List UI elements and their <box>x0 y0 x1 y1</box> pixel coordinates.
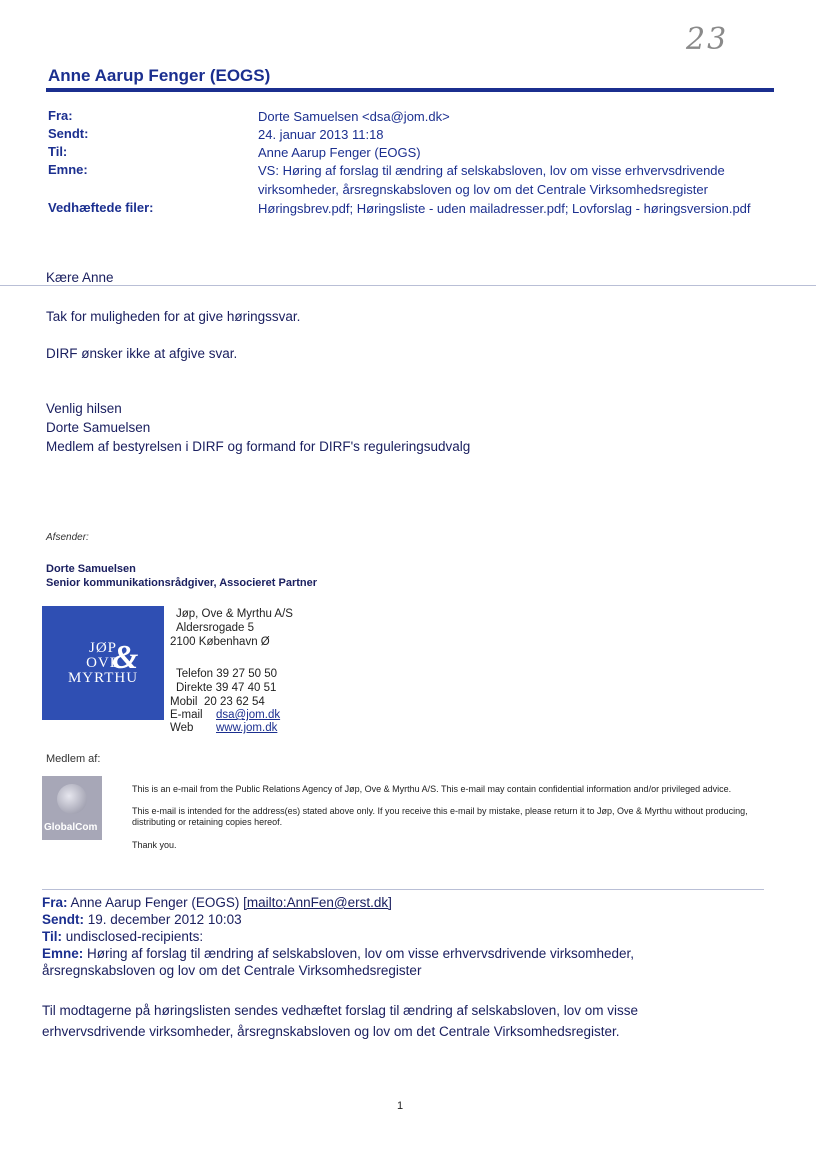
thank-you: Thank you. <box>132 840 177 850</box>
disclaimer-2: This e-mail is intended for the address(es) stated above only. If you receive this e-mail by mistake, please return it to Jøp, Ove & Myrthu without producing, distributing or retaining copies hereof. <box>132 806 748 827</box>
web-link[interactable]: www.jom.dk <box>216 722 278 734</box>
fwd-sent-label: Sendt: <box>42 912 84 927</box>
logo-ampersand: & <box>112 639 139 676</box>
handwritten-page-number: 23 <box>686 22 729 57</box>
signature-name: Dorte Samuelsen <box>46 563 136 575</box>
company-city: 2100 København Ø <box>170 636 270 648</box>
mobile-label: Mobil <box>170 696 198 708</box>
attachments-label: Vedhæftede filer: <box>48 200 154 215</box>
fwd-body: Til modtagerne på høringslisten sendes vedhæftet forslag til ændring af selskabsloven, lov om visse erhvervsdrivende virksomheder, årsregnskabsloven og lov om det Centrale Virksomhedsregister. <box>42 1003 639 1039</box>
fwd-from-value: Anne Aarup Fenger (EOGS) <box>70 895 240 910</box>
from-value: Dorte Samuelsen <dsa@jom.dk> <box>258 109 450 124</box>
globe-icon <box>57 784 87 814</box>
logo-text-3: MYRTHU <box>67 669 139 686</box>
from-label: Fra: <box>48 108 73 123</box>
fwd-from-row <box>42 894 782 911</box>
fwd-to-label: Til: <box>42 929 62 944</box>
fwd-sent-row <box>42 911 782 928</box>
sent-label: Sendt: <box>48 126 89 141</box>
afsender-label: Afsender: <box>46 532 89 543</box>
document-title: Anne Aarup Fenger (EOGS) <box>48 66 271 85</box>
fwd-subject-label: Emne: <box>42 946 84 961</box>
company-street: Aldersrogade 5 <box>176 622 254 634</box>
signature-title: Senior kommunikationsrådgiver, Associeret Partner <box>46 577 318 589</box>
page-number: 1 <box>397 1100 404 1112</box>
mobile-value: 20 23 62 54 <box>204 696 265 708</box>
globalcom-text: GlobalCom <box>44 822 98 833</box>
company-name: Jøp, Ove & Myrthu A/S <box>176 608 293 620</box>
fwd-to-row <box>42 928 782 945</box>
sender-role: Medlem af bestyrelsen i DIRF og formand for DIRF's reguleringsudvalg <box>46 439 471 454</box>
sent-value: 24. januar 2013 11:18 <box>258 127 384 142</box>
fwd-subject-value: Høring af forslag til ændring af selskabsloven, lov om visse erhvervsdrivende virksomheder, årsregnskabsloven og lov om det Centrale Virksomhedsregister <box>42 946 635 978</box>
forward-divider <box>42 889 764 890</box>
logo-text-2: OVE <box>86 654 120 671</box>
company-logo <box>42 606 164 720</box>
title-divider <box>46 88 774 92</box>
subject-value: VS: Høring af forslag til ændring af selskabsloven, lov om visse erhvervsdrivende virksomheder, årsregnskabsloven og lov om det Centrale Virksomhedsregister <box>258 163 725 197</box>
attachments-value: Høringsbrev.pdf; Høringsliste - uden mailadresser.pdf; Lovforslag - høringsversion.pdf <box>258 201 751 216</box>
to-label: Til: <box>48 144 68 159</box>
fwd-sent-value: 19. december 2012 10:03 <box>87 912 242 927</box>
closing: Venlig hilsen <box>46 401 122 416</box>
logo-text-1: JØP <box>88 639 117 656</box>
email-label: E-mail <box>170 709 203 721</box>
sender-name: Dorte Samuelsen <box>46 420 151 435</box>
member-label: Medlem af: <box>46 753 101 765</box>
body-line-2: DIRF ønsker ikke at afgive svar. <box>46 346 238 361</box>
fwd-to-value: undisclosed-recipients: <box>65 929 204 944</box>
fwd-from-label: Fra: <box>42 895 68 910</box>
fwd-subject-row <box>42 945 682 979</box>
fwd-mailto-link[interactable]: [mailto:AnnFen@erst.dk] <box>243 895 392 910</box>
email-link[interactable]: dsa@jom.dk <box>216 709 281 721</box>
to-value: Anne Aarup Fenger (EOGS) <box>258 145 421 160</box>
subject-label: Emne: <box>48 162 88 177</box>
body-line-1: Tak for muligheden for at give høringssvar. <box>46 309 301 324</box>
disclaimer-1: This is an e-mail from the Public Relations Agency of Jøp, Ove & Myrthu A/S. This e-mail may contain confidential information and/or privileged advice. <box>132 784 732 794</box>
globalcom-logo <box>42 776 102 840</box>
direct-phone: Direkte 39 47 40 51 <box>176 682 277 694</box>
phone: Telefon 39 27 50 50 <box>176 668 278 680</box>
greeting: Kære Anne <box>46 270 114 285</box>
greeting-divider <box>0 285 816 286</box>
web-label: Web <box>170 722 194 734</box>
